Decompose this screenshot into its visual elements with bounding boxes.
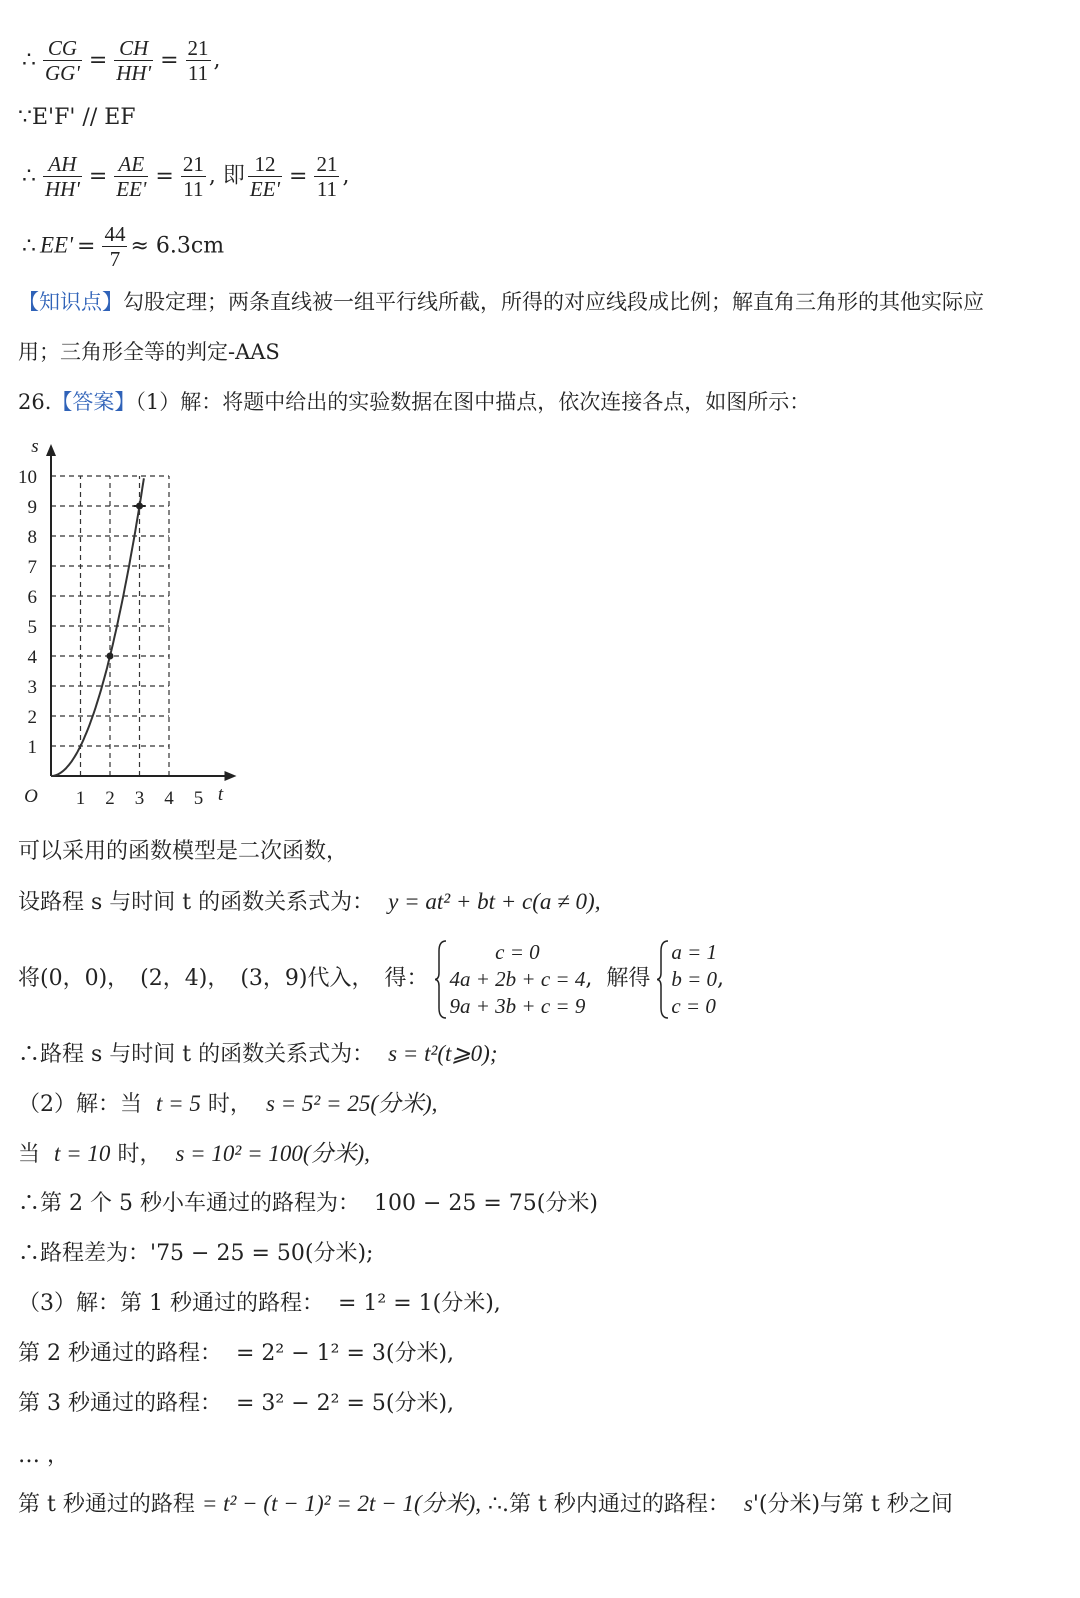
model-line: 可以采用的函数模型是二次函数， bbox=[18, 839, 349, 864]
graph-grid bbox=[51, 476, 169, 776]
ratio-line-1: ∴ $\frac{CG}{GG'}$ = $\frac{CH}{HH'}$ = $\frac{21}{11}$ , bbox=[22, 36, 221, 85]
graph-ticks bbox=[18, 438, 224, 809]
part2-line-2: 当 t = 10 时， s = 10² = 100(分米), bbox=[18, 1141, 370, 1167]
y-tick-label: 1 bbox=[27, 737, 37, 758]
answer-tag: 【答案】 bbox=[51, 390, 136, 414]
part3-line-1: （3）解：第 1 秒通过的路程： = 1² = 1(分米), bbox=[18, 1291, 501, 1316]
part3-line-2: 第 2 秒通过的路程： = 2² − 1² = 3(分米), bbox=[18, 1341, 455, 1366]
equation-system-1: c = 0 4a + 2b + c = 4 9a + 3b + c = 9 bbox=[435, 939, 585, 1020]
x-tick-label: 5 bbox=[193, 788, 204, 809]
y-axis-label: s bbox=[31, 438, 39, 457]
part3-line-3: 第 3 秒通过的路程： = 3² − 2² = 5(分米), bbox=[18, 1391, 455, 1416]
y-tick-label: 7 bbox=[27, 557, 37, 578]
data-point bbox=[107, 653, 114, 660]
y-tick-label: 6 bbox=[27, 587, 37, 608]
part2-line-1: （2）解：当 t = 5 时， s = 5² = 25(分米), bbox=[18, 1091, 438, 1117]
y-tick-label: 10 bbox=[18, 467, 37, 488]
origin-label: O bbox=[24, 786, 38, 807]
x-tick-label: 4 bbox=[164, 788, 174, 809]
question-number: 26. bbox=[18, 390, 52, 414]
x-axis-label: t bbox=[217, 784, 224, 805]
fraction: $\frac{CH}{HH'}$ bbox=[116, 36, 152, 85]
setup-line: 设路程 s 与时间 t 的函数关系式为： y = at² + bt + c(a ≠ 0), bbox=[18, 889, 601, 915]
parabola-curve bbox=[51, 478, 144, 776]
therefore-symbol: ∴ bbox=[22, 47, 36, 73]
y-tick-label: 9 bbox=[27, 497, 37, 518]
ji-text: , 即 bbox=[208, 163, 245, 189]
approx-value: ≈ 6.3cm bbox=[130, 233, 225, 259]
y-axis-arrow bbox=[46, 444, 56, 456]
knowledge-line-2: 用；三角形全等的判定-AAS bbox=[18, 340, 280, 364]
y-tick-label: 8 bbox=[27, 527, 37, 548]
part2-line-3: ∴第 2 个 5 秒小车通过的路程为： 100 − 25 = 75(分米) bbox=[18, 1191, 598, 1216]
x-tick-label: 1 bbox=[75, 788, 86, 809]
s-t-graph bbox=[14, 438, 254, 818]
y-tick-label: 5 bbox=[27, 617, 37, 638]
x-tick-label: 2 bbox=[105, 788, 115, 809]
ee-result-line: ∴ EE' = $\frac{44}{7}$ ≈ 6.3cm bbox=[22, 222, 225, 271]
y-tick-label: 2 bbox=[27, 707, 37, 728]
x-tick-label: 3 bbox=[134, 788, 145, 809]
y-tick-label: 4 bbox=[27, 647, 37, 668]
substitution-line: 将(0，0)， (2，4)， (3，9)代入， 得： c = 0 4a + 2b + c = 4 9a + 3b + c = 9 , 解得 a = 1 b = 0 c = 0 , bbox=[18, 939, 725, 1018]
equation-system-2: a = 1 b = 0 c = 0 bbox=[657, 939, 717, 1020]
fraction: $\frac{CG}{GG'}$ bbox=[45, 36, 80, 85]
final-line: 第 t 秒通过的路程 = t² − (t − 1)² = 2t − 1(分米), ∴.第 t 秒内通过的路程： s'(分米)与第 t 秒之间 bbox=[18, 1491, 953, 1517]
because-symbol: ∵ bbox=[18, 105, 32, 130]
y-tick-label: 3 bbox=[27, 677, 37, 698]
knowledge-line-1: 【知识点】勾股定理；两条直线被一组平行线所截，所得的对应线段成比例；解直角三角形的其他实际应 bbox=[18, 290, 984, 314]
ellipsis-line: … ， bbox=[18, 1443, 69, 1468]
parallel-statement: E'F' // EF bbox=[32, 105, 136, 130]
q26-intro: 26.【答案】（1）解：将题中给出的实验数据在图中描点，依次连接各点，如图所示： bbox=[18, 390, 811, 414]
knowledge-tag: 【知识点】 bbox=[18, 290, 123, 314]
result-line: ∴路程 s 与时间 t 的函数关系式为： s = t²(t⩾0); bbox=[18, 1041, 498, 1067]
fraction: $\frac{21}{11}$ bbox=[187, 36, 209, 85]
ratio-line-2: ∴ $\frac{AH}{HH'}$ = $\frac{AE}{EE'}$ = $\frac{21}{11}$ , 即 $\frac{12}{EE'}$ = $\frac{21}{11}$ , bbox=[22, 152, 350, 201]
parallel-line bbox=[18, 104, 136, 132]
part2-line-4: ∴路程差为：'75 − 25 = 50(分米); bbox=[18, 1241, 374, 1266]
x-axis-arrow bbox=[225, 771, 237, 781]
general-form: y = at² + bt + c(a ≠ 0), bbox=[388, 889, 601, 914]
